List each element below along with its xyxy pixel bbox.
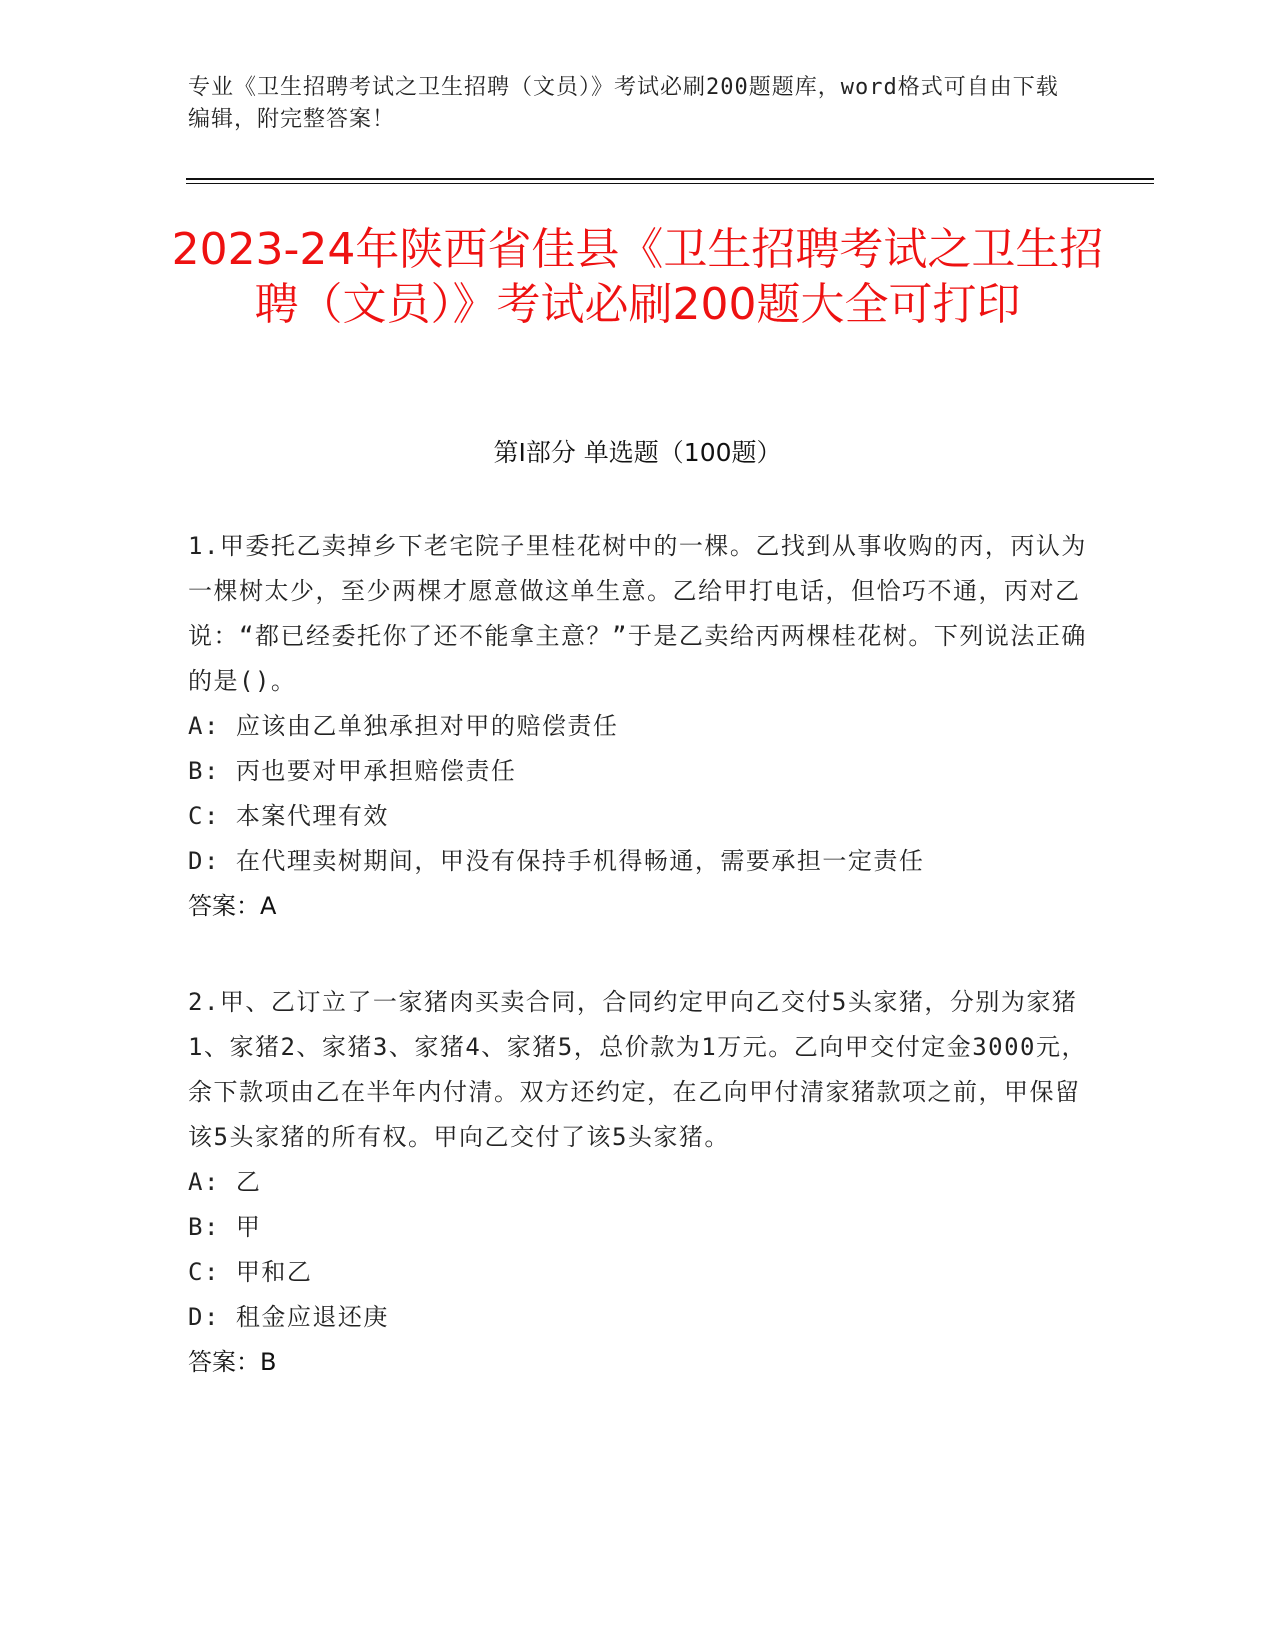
question-stem: 1.甲委托乙卖掉乡下老宅院子里桂花树中的一棵。乙找到从事收购的丙，丙认为一棵树太少，至少两棵才愿意做这单生意。乙给甲打电话，但恰巧不通，丙对乙说：“都已经委托你了还不能拿主意？”于是乙卖给丙两棵桂花树。下列说法正确的是()。: [188, 532, 1087, 695]
question-2: [188, 980, 1088, 1385]
option-b: B: 甲: [188, 1213, 262, 1241]
answer-line: 答案：B: [188, 1348, 277, 1376]
option-b: B: 丙也要对甲承担赔偿责任: [188, 757, 517, 785]
option-a: A: 应该由乙单独承担对甲的赔偿责任: [188, 712, 619, 740]
header-divider-thin: [186, 183, 1154, 184]
option-c: C: 甲和乙: [188, 1258, 313, 1286]
option-c: C: 本案代理有效: [188, 802, 389, 830]
question-1: [188, 524, 1088, 929]
header-divider: [186, 178, 1154, 180]
option-d: D: 在代理卖树期间，甲没有保持手机得畅通，需要承担一定责任: [188, 847, 925, 875]
option-d: D: 租金应退还庚: [188, 1303, 389, 1331]
header-note: 专业《卫生招聘考试之卫生招聘（文员）》考试必刷200题题库，word格式可自由下载编辑，附完整答案！: [188, 75, 1059, 132]
question-stem: 2.甲、乙订立了一家猪肉买卖合同，合同约定甲向乙交付5头家猪，分别为家猪1、家猪2、家猪3、家猪4、家猪5，总价款为1万元。乙向甲交付定金3000元，余下款项由乙在半年内付清。双方还约定，在乙向甲付清家猪款项之前，甲保留该5头家猪的所有权。甲向乙交付了该5头家猪。: [188, 988, 1087, 1151]
section-heading: 第Ⅰ部分 单选题（100题）: [493, 438, 782, 467]
option-a: A: 乙: [188, 1168, 262, 1196]
document-title: 2023-24年陕西省佳县《卫生招聘考试之卫生招聘（文员）》考试必刷200题大全可打印: [171, 224, 1104, 330]
answer-line: 答案：A: [188, 892, 277, 920]
